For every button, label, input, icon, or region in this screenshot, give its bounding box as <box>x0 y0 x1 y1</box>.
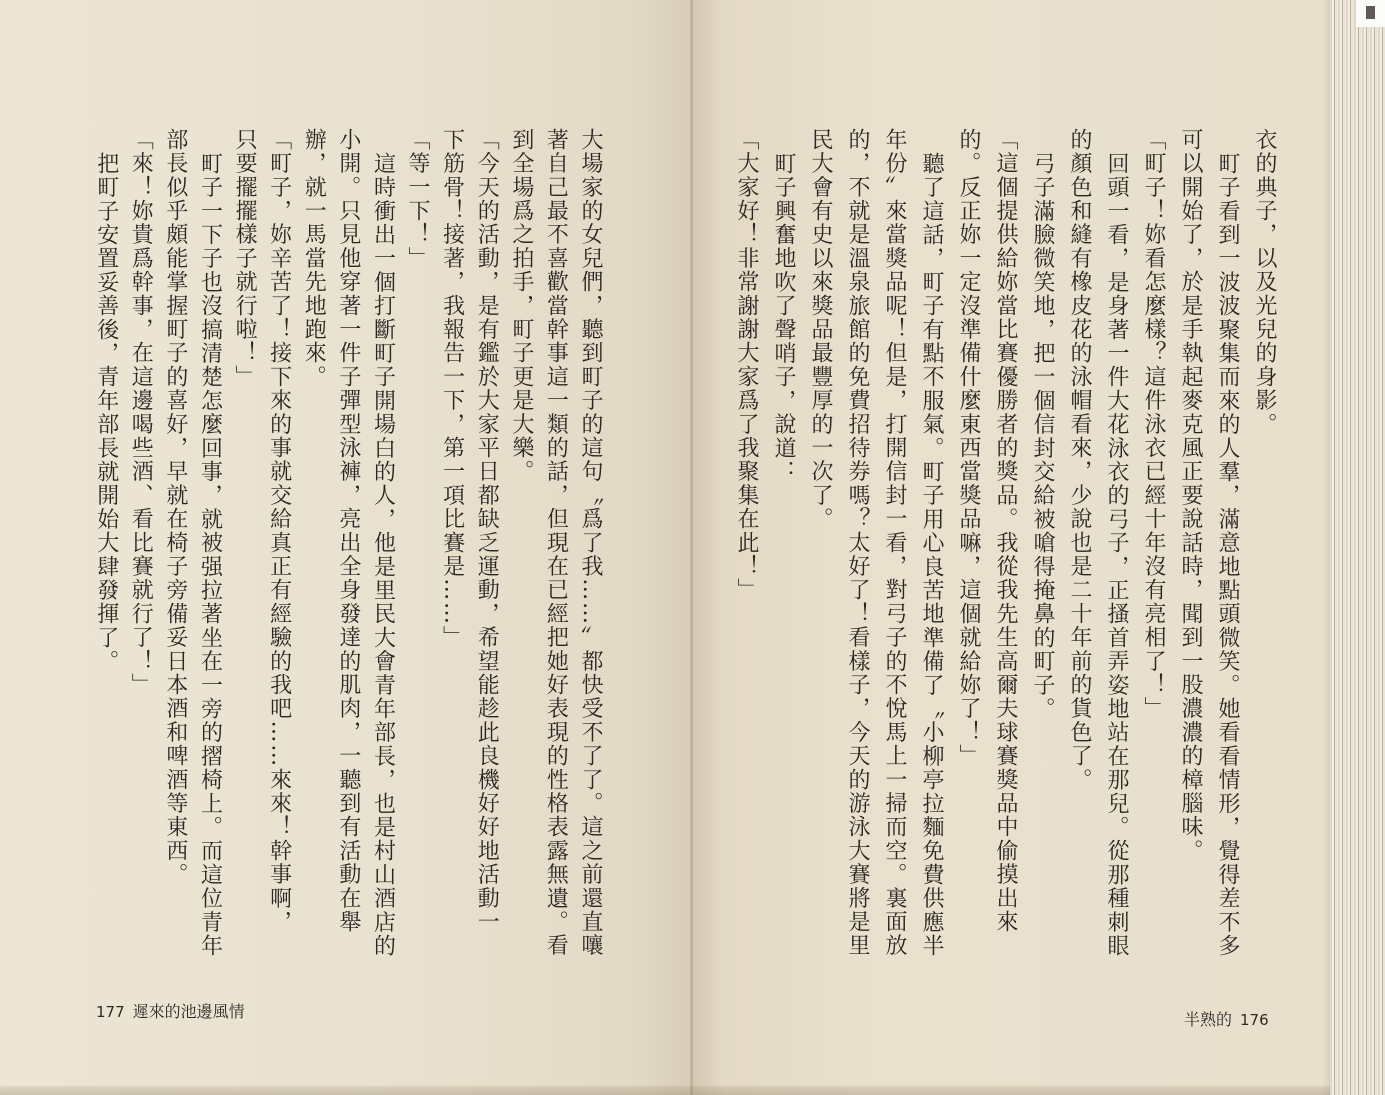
text-column: 可以開始了，於是手執起麥克風正要說話時，聞到一股濃濃的樟腦味。 <box>1178 128 1203 863</box>
text-column: 部長似乎頗能掌握町子的喜好，早就在椅子旁備妥日本酒和啤酒等東西。 <box>162 128 188 887</box>
text-column: 弓子滿臉微笑地，把一個信封交給被嗆得掩鼻的町子。 <box>1030 151 1055 721</box>
left-page-text <box>88 128 607 988</box>
text-column: 「今天的活動，是有鑑於大家平日都缺乏運動，希望能趁此良機好好地活動一 <box>474 128 500 934</box>
text-column: 小開。只見他穿著一件子彈型泳褲，亮出全身發達的肌肉，一聽到有活動在舉 <box>335 128 361 934</box>
page-number: 177 <box>96 1003 125 1021</box>
text-column: 只要擺擺樣子就行啦！」 <box>232 128 258 389</box>
text-column: 町子看到一波波聚集而來的人羣，滿意地點頭微笑。她看看情形，覺得差不多 <box>1215 151 1240 958</box>
text-column: 「大家好！非常謝謝大家爲了我聚集在此！」 <box>734 128 759 602</box>
text-column: 聽了這話，町子有點不服氣。町子用心良苦地準備了〝小柳亭拉麵免費供應半 <box>919 151 944 958</box>
text-column: 民大會有史以來獎品最豐厚的一次了。 <box>808 128 833 531</box>
text-column: 大場家的女兒們，聽到町子的這句〝爲了我……〞都快受不了了。這之前還直嚷 <box>578 128 603 958</box>
text-column: 年份〞來當獎品呢！但是，打開信封一看，對弓子的不悅馬上一掃而空。裏面放 <box>882 128 907 958</box>
page-number: 176 <box>1240 1011 1269 1029</box>
text-column: 的顏色和縫有橡皮花的泳帽看來，少說也是二十年前的貨色了。 <box>1067 128 1092 792</box>
text-column: 的。反正妳一定沒準備什麼東西當獎品嘛，這個就給妳了！」 <box>956 128 981 768</box>
text-column: 「這個提供給妳當比賽優勝者的獎品。我從我先生高爾夫球賽獎品中偷摸出來 <box>993 128 1018 934</box>
text-column: 回頭一看，是身著一件大花泳衣的弓子，正搔首弄姿地站在那兒。從那種刺眼 <box>1104 151 1129 958</box>
text-column: 「町子！妳看怎麼樣？這件泳衣已經十年沒有亮相了！」 <box>1141 128 1166 721</box>
page-stack-edges <box>1330 0 1385 1095</box>
text-column: 「來！妳貴爲幹事，在這邊喝些酒、看比賽就行了！」 <box>128 128 154 697</box>
text-column: 町子興奮地吹了聲哨子，說道： <box>771 151 796 484</box>
page-bottom-edge <box>0 1086 1330 1095</box>
text-column: 辦，就一馬當先地跑來。 <box>301 128 327 389</box>
text-column: 到全場爲之拍手，町子更是大樂。 <box>508 128 534 484</box>
text-column: 著自己最不喜歡當幹事這一類的話，但現在已經把她好表現的性格表露無遺。看 <box>543 128 569 958</box>
text-column: 町子一下子也沒搞清楚怎麼回事，就被强拉著坐在一旁的摺椅上。而這位青年 <box>197 151 223 958</box>
text-column: 「等一下！」 <box>405 128 431 271</box>
text-column: 把町子安置妥善後，青年部長就開始大肆發揮了。 <box>93 151 119 674</box>
text-column: 的，不就是溫泉旅館的免費招待券嗎？太好了！看樣子，今天的游泳大賽將是里 <box>845 128 870 958</box>
scan-corner-mark <box>1366 6 1375 19</box>
text-column: 下筋骨！接著，我報告一下，第一項比賽是……」 <box>439 128 465 650</box>
left-page-footer <box>96 999 245 1022</box>
running-title: 遲來的池邊風情 <box>132 1002 245 1021</box>
right-page-footer <box>1184 1007 1269 1030</box>
text-column: 「町子，妳辛苦了！接下來的事就交給真正有經驗的我吧……來來！幹事啊， <box>266 128 292 934</box>
right-page-text <box>728 128 1283 988</box>
running-title: 半熟的 <box>1184 1010 1233 1029</box>
text-column: 這時衝出一個打斷町子開場白的人，他是里民大會青年部長，也是村山酒店的 <box>370 151 396 958</box>
text-column: 衣的典子，以及光兒的身影。 <box>1252 128 1277 437</box>
book-spine <box>690 0 693 1095</box>
